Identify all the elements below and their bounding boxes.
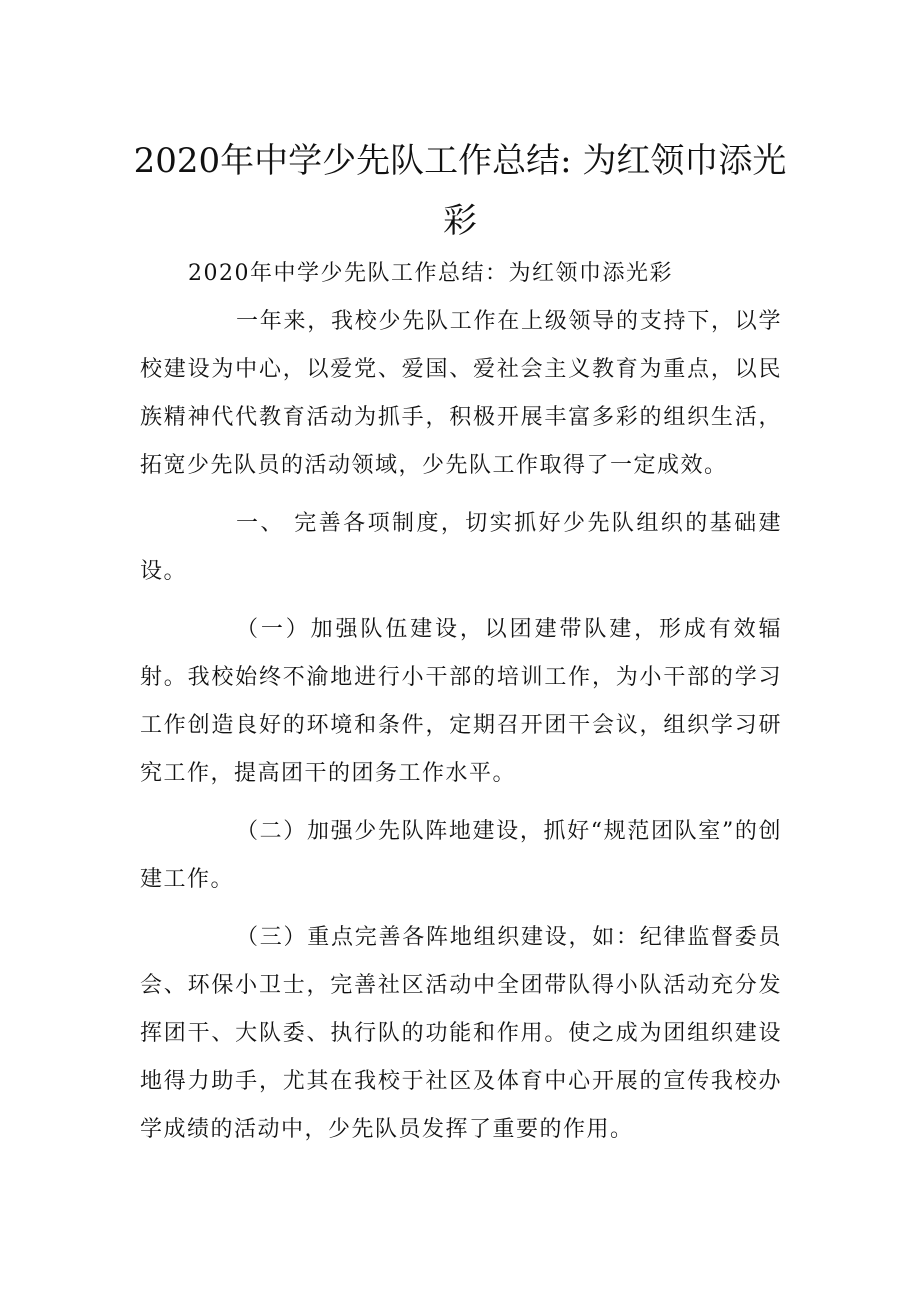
document-title: 2020年中学少先队工作总结: 为红领巾添光彩 xyxy=(133,140,787,241)
section-heading-1: 一、 完善各项制度，切实抓好少先队组织的基础建设。 xyxy=(140,511,782,584)
paragraph-item-1: （一）加强队伍建设，以团建带队建，形成有效辐射。我校始终不渝地进行小干部的培训工作，为小干部的学习工作创造良好的环境和条件，定期召开团干会议，组织学习研究工作，提高团干的团务工作水平。 xyxy=(140,617,782,786)
document-body xyxy=(140,250,782,1154)
paragraph-item-2: （二）加强少先队阵地建设，抓好“规范团队室”的创建工作。 xyxy=(140,819,782,892)
paragraph-intro: 一年来，我校少先队工作在上级领导的支持下，以学校建设为中心，以爱党、爱国、爱社会主义教育为重点，以民族精神代代教育活动为抓手，积极开展丰富多彩的组织生活，拓宽少先队员的活动领域，少先队工作取得了一定成效。 xyxy=(140,309,782,478)
document-subtitle: 2020年中学少先队工作总结：为红领巾添光彩 xyxy=(188,261,673,286)
paragraph-item-3: （三）重点完善各阵地组织建设，如：纪律监督委员会、环保小卫士，完善社区活动中全团带队得小队活动充分发挥团干、大队委、执行队的功能和作用。使之成为团组织建设地得力助手，尤其在我校于社区及体育中心开展的宣传我校办学成绩的活动中，少先队员发挥了重要的作用。 xyxy=(140,925,782,1142)
